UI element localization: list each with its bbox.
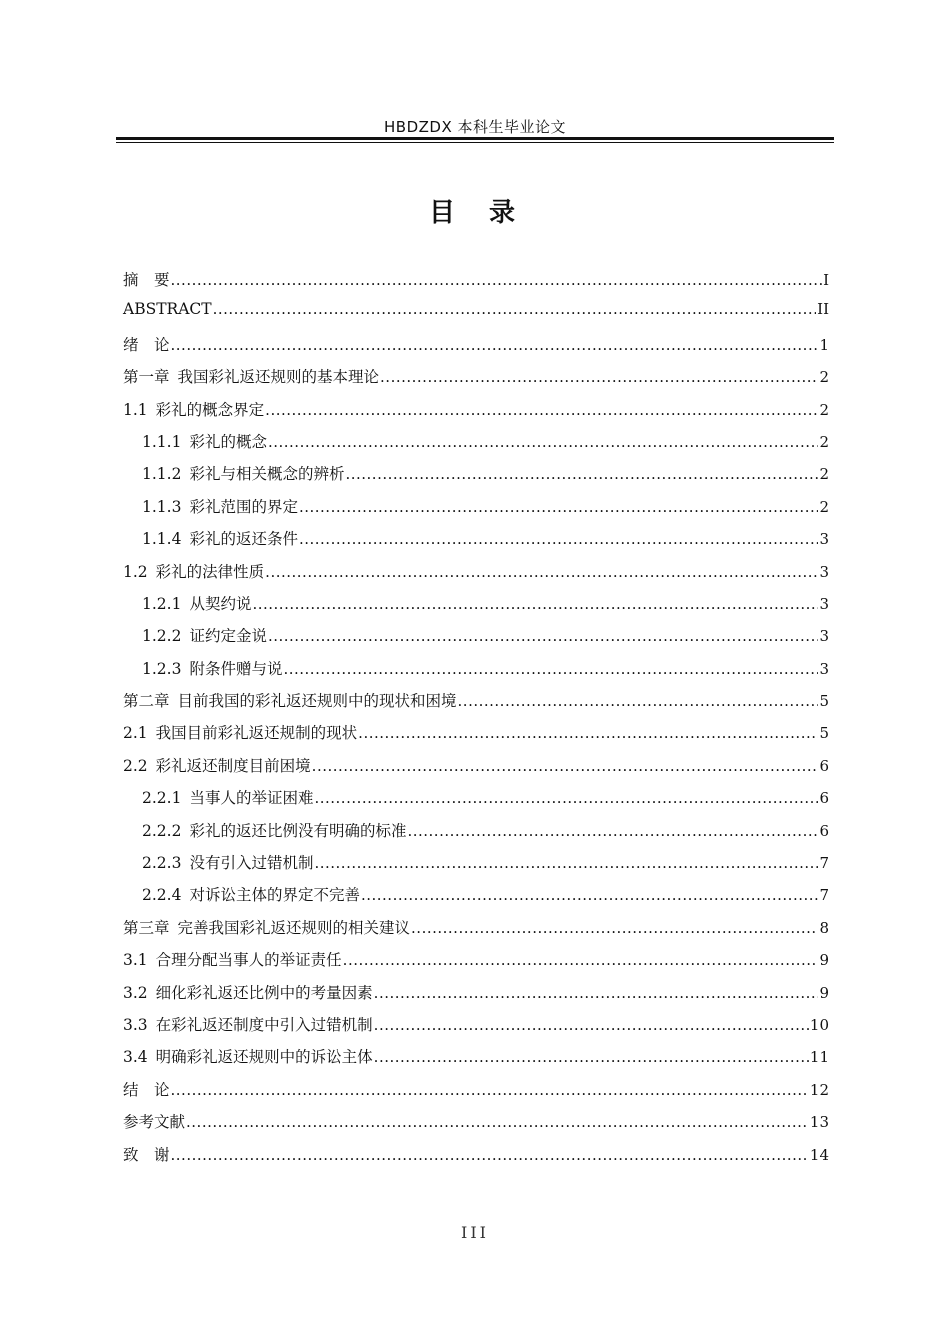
toc-entry[interactable] bbox=[123, 560, 829, 592]
toc-leader-dots bbox=[171, 1081, 809, 1099]
toc-entry-number: 1.2.3 bbox=[142, 659, 182, 678]
toc-entry-page: 10 bbox=[809, 1015, 829, 1034]
toc-entry[interactable] bbox=[123, 948, 829, 980]
toc-entry-page: 2 bbox=[819, 368, 829, 387]
toc-leader-dots bbox=[171, 1146, 809, 1164]
toc-entry-page: 9 bbox=[819, 951, 829, 970]
toc-entry-number: 3.1 bbox=[123, 951, 148, 970]
toc-entry-label: 在彩礼返还制度中引入过错机制 bbox=[155, 1015, 373, 1034]
toc-entry-label: 彩礼范围的界定 bbox=[189, 497, 298, 516]
toc-entry-number: 1.1.4 bbox=[142, 530, 182, 549]
toc-entry-label: 当事人的举证困难 bbox=[189, 789, 314, 808]
toc-leader-dots bbox=[268, 433, 818, 451]
toc-entry-number: 2.2.4 bbox=[142, 886, 182, 905]
toc-entry-number: 1.2.2 bbox=[142, 627, 182, 646]
toc-entry-page: 13 bbox=[809, 1113, 829, 1132]
toc-leader-dots bbox=[265, 401, 818, 419]
toc-entry-number: 第一章 bbox=[123, 368, 170, 387]
toc-entry[interactable] bbox=[123, 1078, 829, 1110]
toc-leader-dots bbox=[265, 563, 818, 581]
toc-entry-number: 第二章 bbox=[123, 692, 170, 711]
toc-entry[interactable] bbox=[123, 430, 829, 462]
toc-entry-page: 3 bbox=[819, 562, 829, 581]
toc-entry[interactable] bbox=[123, 1110, 829, 1142]
toc-entry-page: 2 bbox=[819, 400, 829, 419]
toc-entry[interactable] bbox=[123, 981, 829, 1013]
toc-entry-label: 对诉讼主体的界定不完善 bbox=[189, 886, 360, 905]
toc-entry[interactable] bbox=[123, 657, 829, 689]
toc-leader-dots bbox=[314, 789, 818, 807]
toc-entry-label: 彩礼的概念界定 bbox=[155, 400, 265, 419]
toc-entry-number: 1.1 bbox=[123, 400, 148, 419]
toc-entry-page: 2 bbox=[819, 497, 829, 516]
toc-entry[interactable] bbox=[123, 786, 829, 818]
toc-entry[interactable] bbox=[123, 495, 829, 527]
toc-entry[interactable] bbox=[123, 398, 829, 430]
toc-entry-number: 2.2.2 bbox=[142, 821, 182, 840]
toc-entry-page: 3 bbox=[819, 594, 829, 613]
toc-entry[interactable] bbox=[123, 462, 829, 494]
toc-leader-dots bbox=[171, 271, 823, 289]
toc-entry[interactable] bbox=[123, 365, 829, 397]
toc-entry-label: 从契约说 bbox=[189, 594, 252, 613]
toc-entry-label: 绪 论 bbox=[123, 335, 170, 354]
toc-entry-page: 3 bbox=[819, 627, 829, 646]
toc-entry-number: 2.2 bbox=[123, 756, 148, 775]
toc-entry-label: 结 论 bbox=[123, 1080, 170, 1099]
toc-entry-page: 3 bbox=[819, 530, 829, 549]
toc-leader-dots bbox=[407, 822, 818, 840]
toc-entry[interactable] bbox=[123, 527, 829, 559]
toc-entry-page: 12 bbox=[809, 1080, 829, 1099]
toc-leader-dots bbox=[361, 886, 818, 904]
toc-entry-label: 彩礼返还制度目前困境 bbox=[155, 756, 311, 775]
toc-leader-dots bbox=[299, 498, 818, 516]
toc-leader-dots bbox=[299, 530, 818, 548]
toc-entry-page: 8 bbox=[819, 918, 829, 937]
toc-entry-page: 6 bbox=[819, 821, 829, 840]
toc-entry-label: 细化彩礼返还比例中的考量因素 bbox=[155, 983, 373, 1002]
toc-entry-label: 目前我国的彩礼返还规则中的现状和困境 bbox=[177, 692, 457, 711]
toc-entry-number: 1.1.3 bbox=[142, 497, 182, 516]
toc-entry-label: 彩礼的返还比例没有明确的标准 bbox=[189, 821, 407, 840]
toc-entry[interactable] bbox=[123, 916, 829, 948]
toc-entry-label: 合理分配当事人的举证责任 bbox=[155, 951, 342, 970]
toc-entry-page: 7 bbox=[819, 854, 829, 873]
toc-entry[interactable] bbox=[123, 819, 829, 851]
toc-entry-number: 3.2 bbox=[123, 983, 148, 1002]
toc-entry[interactable] bbox=[123, 721, 829, 753]
toc-entry-page: 6 bbox=[819, 789, 829, 808]
toc-entry-page: 1 bbox=[819, 335, 829, 354]
toc-entry-label: 我国彩礼返还规则的基本理论 bbox=[177, 368, 380, 387]
toc-entry-label: 附条件赠与说 bbox=[189, 659, 283, 678]
toc-entry-label: 明确彩礼返还规则中的诉讼主体 bbox=[155, 1048, 373, 1067]
toc-entry-page: 9 bbox=[819, 983, 829, 1002]
toc-leader-dots bbox=[252, 595, 818, 613]
toc-entry-number: 1.2 bbox=[123, 562, 148, 581]
toc-entry-page: 5 bbox=[819, 692, 829, 711]
toc-entry-label: 完善我国彩礼返还规则的相关建议 bbox=[177, 918, 411, 937]
toc-entry-label: 彩礼的返还条件 bbox=[189, 530, 298, 549]
toc-entry[interactable] bbox=[123, 851, 829, 883]
toc-entry-label: 摘 要 bbox=[123, 271, 170, 289]
toc-entry-label: ABSTRACT bbox=[123, 300, 212, 319]
toc-leader-dots bbox=[345, 465, 818, 483]
toc-entry[interactable] bbox=[123, 1045, 829, 1077]
toc-entry-label: 证约定金说 bbox=[189, 627, 267, 646]
toc-entry-page: I bbox=[823, 271, 829, 289]
toc-entry[interactable] bbox=[123, 1143, 829, 1175]
toc-leader-dots bbox=[374, 984, 819, 1002]
toc-entry[interactable] bbox=[123, 300, 829, 332]
toc-entry-number: 第三章 bbox=[123, 918, 170, 937]
toc-entry[interactable] bbox=[123, 333, 829, 365]
toc-entry-number: 3.3 bbox=[123, 1015, 148, 1034]
toc-entry-page: 2 bbox=[819, 432, 829, 451]
toc-entry-label: 我国目前彩礼返还规制的现状 bbox=[155, 724, 358, 743]
toc-entry[interactable] bbox=[123, 624, 829, 656]
toc-entry[interactable] bbox=[123, 883, 829, 915]
running-header: HBDZDX 本科生毕业论文 bbox=[384, 118, 566, 136]
toc-leader-dots bbox=[312, 757, 819, 775]
toc-entry-page: 2 bbox=[819, 465, 829, 484]
toc-entry-page: 6 bbox=[819, 756, 829, 775]
toc-entry[interactable] bbox=[123, 592, 829, 624]
table-of-contents bbox=[123, 268, 829, 1175]
page-title bbox=[0, 192, 950, 229]
toc-leader-dots bbox=[314, 854, 818, 872]
toc-entry-number: 1.1.2 bbox=[142, 465, 182, 484]
toc-entry[interactable] bbox=[123, 268, 829, 300]
toc-entry-number: 1.2.1 bbox=[142, 594, 182, 613]
toc-entry[interactable] bbox=[123, 754, 829, 786]
toc-entry-page: 7 bbox=[819, 886, 829, 905]
header-rule-thick bbox=[116, 137, 834, 140]
toc-leader-dots bbox=[411, 919, 818, 937]
toc-entry-page: II bbox=[817, 300, 829, 319]
toc-leader-dots bbox=[380, 368, 818, 386]
toc-entry-label: 致 谢 bbox=[123, 1145, 170, 1164]
toc-entry-page: 5 bbox=[819, 724, 829, 743]
toc-entry-number: 1.1.1 bbox=[142, 432, 182, 451]
header-rule-thin bbox=[116, 142, 834, 143]
toc-leader-dots bbox=[374, 1048, 809, 1066]
toc-leader-dots bbox=[458, 692, 819, 710]
title-char-1: 目 bbox=[428, 198, 461, 228]
title-char-2: 录 bbox=[489, 198, 522, 228]
toc-entry-label: 参考文献 bbox=[123, 1113, 186, 1132]
toc-entry-label: 彩礼的法律性质 bbox=[155, 562, 265, 581]
toc-leader-dots bbox=[213, 300, 817, 318]
toc-entry-label: 彩礼的概念 bbox=[189, 432, 267, 451]
toc-entry[interactable] bbox=[123, 689, 829, 721]
toc-leader-dots bbox=[171, 336, 819, 354]
toc-leader-dots bbox=[343, 951, 819, 969]
toc-leader-dots bbox=[374, 1016, 809, 1034]
toc-entry-page: 3 bbox=[819, 659, 829, 678]
page-number: III bbox=[461, 1223, 489, 1242]
toc-leader-dots bbox=[358, 724, 818, 742]
toc-leader-dots bbox=[283, 660, 818, 678]
toc-entry-number: 2.2.3 bbox=[142, 854, 182, 873]
toc-entry-number: 3.4 bbox=[123, 1048, 148, 1067]
toc-entry[interactable] bbox=[123, 1013, 829, 1045]
toc-entry-page: 14 bbox=[809, 1145, 829, 1164]
toc-entry-page: 11 bbox=[809, 1048, 829, 1067]
toc-entry-label: 没有引入过错机制 bbox=[189, 854, 314, 873]
toc-leader-dots bbox=[268, 627, 818, 645]
toc-leader-dots bbox=[186, 1113, 809, 1131]
toc-entry-number: 2.1 bbox=[123, 724, 148, 743]
toc-entry-label: 彩礼与相关概念的辨析 bbox=[189, 465, 345, 484]
toc-entry-number: 2.2.1 bbox=[142, 789, 182, 808]
